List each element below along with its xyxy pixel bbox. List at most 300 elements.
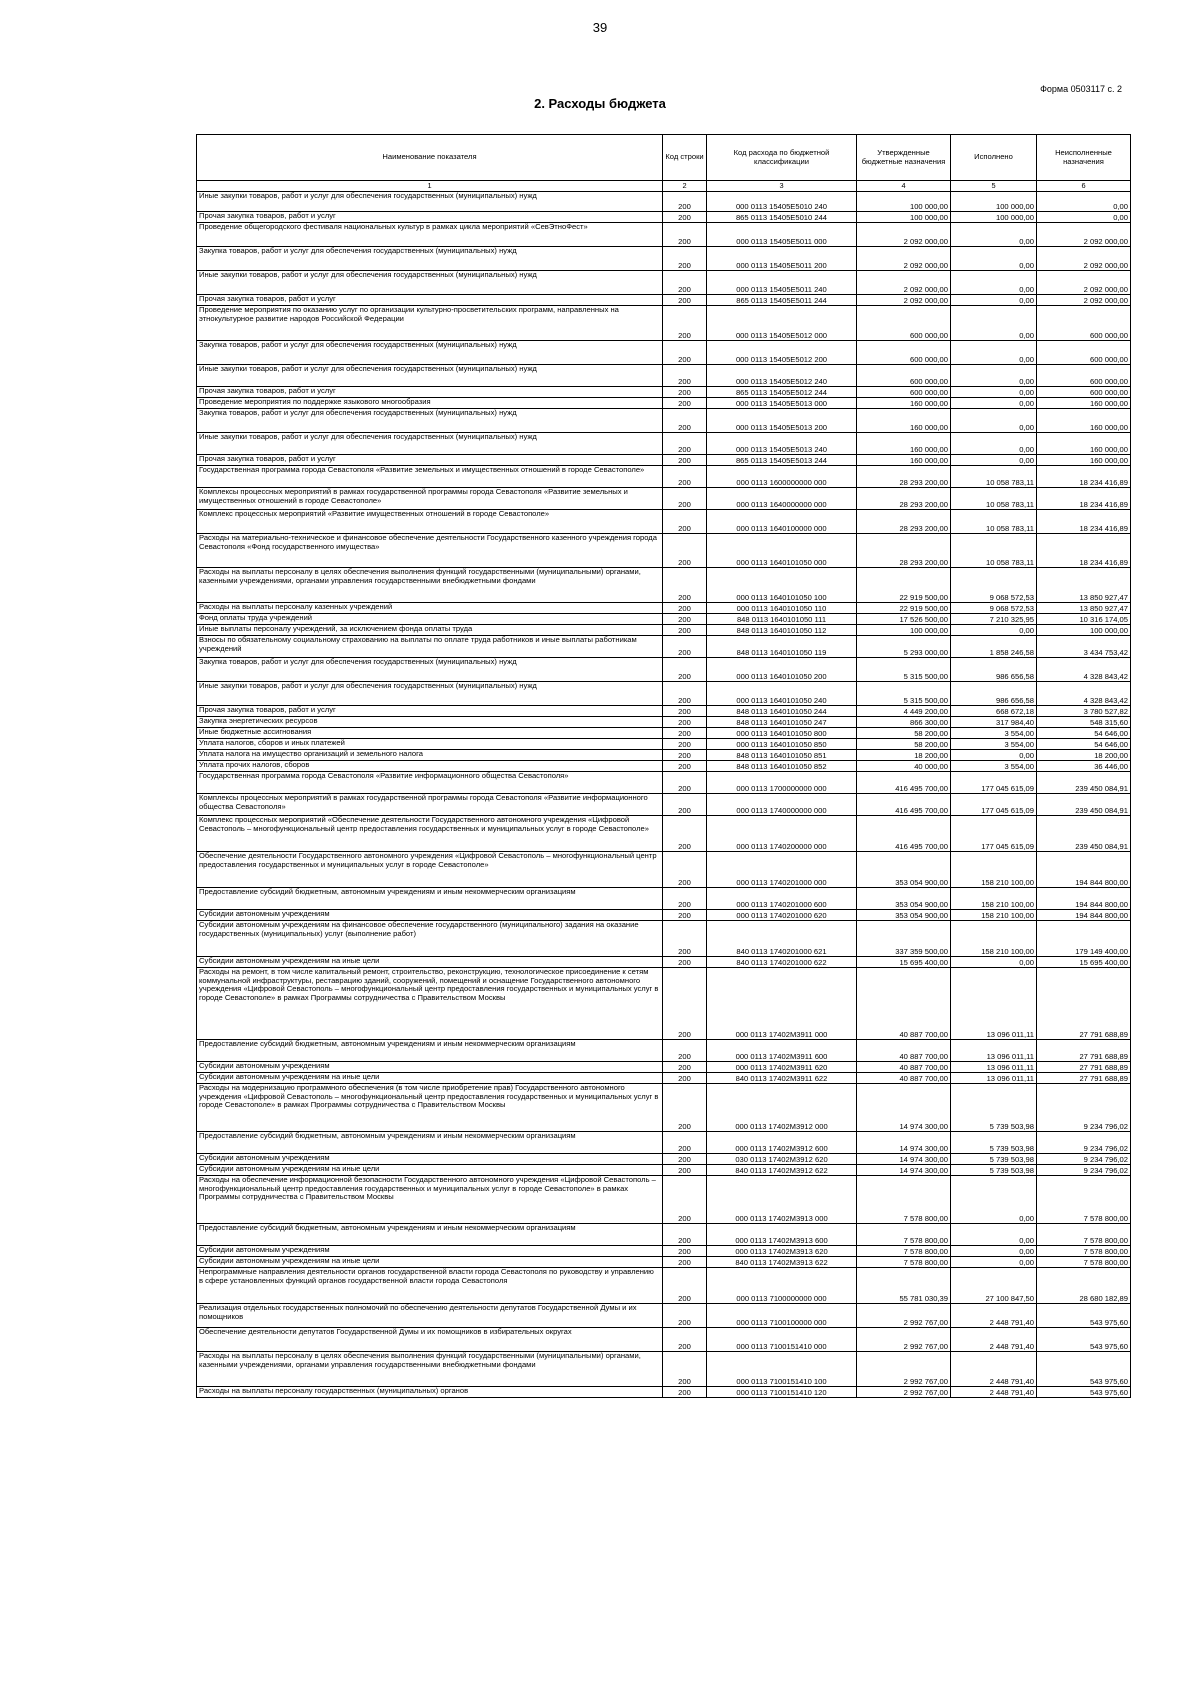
approved-amount: 22 919 500,00 [857,603,951,614]
line-code: 200 [663,1040,707,1062]
line-code: 200 [663,1132,707,1154]
unexecuted-amount: 27 791 688,89 [1037,1062,1131,1073]
line-code: 200 [663,1257,707,1268]
line-code: 200 [663,271,707,295]
budget-classification-code: 000 0113 1640101050 110 [707,603,857,614]
table-row [197,921,1131,957]
approved-amount: 160 000,00 [857,433,951,455]
table-row [197,534,1131,568]
unexecuted-amount: 18 234 416,89 [1037,534,1131,568]
budget-classification-code: 000 0113 1740201000 600 [707,888,857,910]
budget-classification-code: 000 0113 1640101050 800 [707,728,857,739]
line-code: 200 [663,433,707,455]
budget-classification-code: 000 0113 17402М3912 000 [707,1084,857,1132]
indicator-name: Закупка товаров, работ и услуг для обеспечения государственных (муниципальных) нужд [197,247,663,271]
approved-amount: 416 495 700,00 [857,794,951,816]
unexecuted-amount: 160 000,00 [1037,398,1131,409]
budget-classification-code: 000 0113 15405Е5010 240 [707,192,857,212]
table-row [197,1062,1131,1073]
executed-amount: 0,00 [951,387,1037,398]
budget-classification-code: 000 0113 1600000000 000 [707,466,857,488]
indicator-name: Предоставление субсидий бюджетным, автономным учреждениям и иным некоммерческим организациям [197,888,663,910]
table-row [197,1304,1131,1328]
line-code: 200 [663,192,707,212]
indicator-name: Расходы на модернизацию программного обеспечения (в том числе приобретение прав) Государственного автономного учреждения «Цифровой Севастополь – многофункциональный центр предоставления государственных и муниципальных услуг в городе Севастополе» в рамках Программы сотрудничества с Правительством Москвы [197,1084,663,1132]
unexecuted-amount: 9 234 796,02 [1037,1132,1131,1154]
line-code: 200 [663,387,707,398]
table-row [197,1084,1131,1132]
budget-classification-code: 000 0113 7100151410 120 [707,1387,857,1398]
executed-amount: 0,00 [951,306,1037,341]
table-row [197,295,1131,306]
indicator-name: Уплата прочих налогов, сборов [197,761,663,772]
approved-amount: 5 315 500,00 [857,682,951,706]
unexecuted-amount: 2 092 000,00 [1037,295,1131,306]
executed-amount: 0,00 [951,433,1037,455]
indicator-name: Закупка энергетических ресурсов [197,717,663,728]
table-row [197,717,1131,728]
line-code: 200 [663,750,707,761]
approved-amount: 18 200,00 [857,750,951,761]
executed-amount: 3 554,00 [951,761,1037,772]
unexecuted-amount: 4 328 843,42 [1037,658,1131,682]
approved-amount: 100 000,00 [857,212,951,223]
budget-table [196,134,1131,1398]
executed-amount: 986 656,58 [951,658,1037,682]
unexecuted-amount: 10 316 174,05 [1037,614,1131,625]
indicator-name: Проведение мероприятия по поддержке языкового многообразия [197,398,663,409]
table-row [197,568,1131,603]
indicator-name: Предоставление субсидий бюджетным, автономным учреждениям и иным некоммерческим организациям [197,1224,663,1246]
executed-amount: 0,00 [951,625,1037,636]
unexecuted-amount: 2 092 000,00 [1037,271,1131,295]
approved-amount: 2 992 767,00 [857,1304,951,1328]
unexecuted-amount: 600 000,00 [1037,341,1131,365]
table-body [197,192,1131,1398]
approved-amount: 600 000,00 [857,341,951,365]
unexecuted-amount: 7 578 800,00 [1037,1176,1131,1224]
indicator-name: Предоставление субсидий бюджетным, автономным учреждениям и иным некоммерческим организациям [197,1040,663,1062]
executed-amount: 13 096 011,11 [951,1062,1037,1073]
line-code: 200 [663,717,707,728]
line-code: 200 [663,1352,707,1387]
unexecuted-amount: 9 234 796,02 [1037,1154,1131,1165]
budget-classification-code: 000 0113 15405Е5011 000 [707,223,857,247]
indicator-name: Взносы по обязательному социальному страхованию на выплаты по оплате труда работников и иные выплаты работникам учреждений [197,636,663,658]
table-row [197,750,1131,761]
indicator-name: Комплексы процессных мероприятий в рамках государственной программы города Севастополя «Развитие земельных и имущественных отношений в городе Севастополе» [197,488,663,510]
budget-classification-code: 848 0113 1640101050 119 [707,636,857,658]
unexecuted-amount: 18 234 416,89 [1037,488,1131,510]
indicator-name: Фонд оплаты труда учреждений [197,614,663,625]
approved-amount: 28 293 200,00 [857,510,951,534]
approved-amount: 58 200,00 [857,739,951,750]
table-row [197,1154,1131,1165]
header-budget-code: Код расхода по бюджетной классификации [707,135,857,181]
budget-classification-code: 000 0113 15405Е5011 200 [707,247,857,271]
unexecuted-amount: 548 315,60 [1037,717,1131,728]
executed-amount: 7 210 325,95 [951,614,1037,625]
budget-classification-code: 848 0113 1640101050 244 [707,706,857,717]
budget-classification-code: 000 0113 15405Е5013 200 [707,409,857,433]
executed-amount: 2 448 791,40 [951,1387,1037,1398]
table-row [197,466,1131,488]
line-code: 200 [663,1246,707,1257]
approved-amount: 2 092 000,00 [857,295,951,306]
indicator-name: Субсидии автономным учреждениям [197,1246,663,1257]
unexecuted-amount: 7 578 800,00 [1037,1246,1131,1257]
approved-amount: 160 000,00 [857,409,951,433]
approved-amount: 28 293 200,00 [857,466,951,488]
line-code: 200 [663,1165,707,1176]
executed-amount: 158 210 100,00 [951,888,1037,910]
approved-amount: 5 315 500,00 [857,658,951,682]
indicator-name: Субсидии автономным учреждениям [197,910,663,921]
column-number-row [197,181,1131,192]
executed-amount: 2 448 791,40 [951,1328,1037,1352]
indicator-name: Прочая закупка товаров, работ и услуг [197,706,663,717]
indicator-name: Закупка товаров, работ и услуг для обеспечения государственных (муниципальных) нужд [197,409,663,433]
executed-amount: 0,00 [951,1224,1037,1246]
line-code: 200 [663,888,707,910]
budget-classification-code: 000 0113 1640101050 240 [707,682,857,706]
indicator-name: Комплексы процессных мероприятий в рамках государственной программы города Севастополя «Развитие информационного общества Севастополя» [197,794,663,816]
page-number: 39 [592,20,608,35]
unexecuted-amount: 27 791 688,89 [1037,1073,1131,1084]
line-code: 200 [663,739,707,750]
budget-classification-code: 000 0113 1640000000 000 [707,488,857,510]
indicator-name: Прочая закупка товаров, работ и услуг [197,455,663,466]
budget-classification-code: 030 0113 17402М3912 620 [707,1154,857,1165]
unexecuted-amount: 15 695 400,00 [1037,957,1131,968]
indicator-name: Расходы на ремонт, в том числе капитальный ремонт, строительство, реконструкцию, технологическое присоединение к сетям коммунальной инфраструктуры, реставрацию зданий, сооружений, помещений и оснащение Государственного автономного учреждения «Цифровой Севастополь – многофункциональный центр предоставления государственных и муниципальных услуг в городе Севастополе» в рамках Программы сотрудничества с Правительством Москвы [197,968,663,1040]
budget-classification-code: 865 0113 15405Е5012 244 [707,387,857,398]
budget-classification-code: 000 0113 15405Е5012 240 [707,365,857,387]
indicator-name: Расходы на выплаты персоналу в целях обеспечения выполнения функций государственными (муниципальными) органами, казенными учреждениями, органами управления государственными внебюджетными фондами [197,568,663,603]
unexecuted-amount: 600 000,00 [1037,306,1131,341]
approved-amount: 5 293 000,00 [857,636,951,658]
line-code: 200 [663,1062,707,1073]
budget-classification-code: 865 0113 15405Е5010 244 [707,212,857,223]
line-code: 200 [663,614,707,625]
indicator-name: Субсидии автономным учреждениям на иные цели [197,1073,663,1084]
column-number: 5 [951,181,1037,192]
line-code: 200 [663,1084,707,1132]
approved-amount: 40 887 700,00 [857,1062,951,1073]
executed-amount: 13 096 011,11 [951,1073,1037,1084]
line-code: 200 [663,488,707,510]
indicator-name: Субсидии автономным учреждениям [197,1154,663,1165]
budget-classification-code: 865 0113 15405Е5013 244 [707,455,857,466]
unexecuted-amount: 194 844 800,00 [1037,852,1131,888]
executed-amount: 10 058 783,11 [951,510,1037,534]
unexecuted-amount: 13 850 927,47 [1037,603,1131,614]
budget-classification-code: 000 0113 17402М3911 600 [707,1040,857,1062]
table-row [197,968,1131,1040]
unexecuted-amount: 543 975,60 [1037,1328,1131,1352]
line-code: 200 [663,365,707,387]
table-row [197,1176,1131,1224]
table-row [197,728,1131,739]
executed-amount: 9 068 572,53 [951,603,1037,614]
indicator-name: Уплата налогов, сборов и иных платежей [197,739,663,750]
line-code: 200 [663,682,707,706]
table-row [197,625,1131,636]
table-row [197,614,1131,625]
table-row [197,398,1131,409]
unexecuted-amount: 100 000,00 [1037,625,1131,636]
unexecuted-amount: 2 092 000,00 [1037,223,1131,247]
budget-classification-code: 000 0113 15405Е5011 240 [707,271,857,295]
approved-amount: 353 054 900,00 [857,852,951,888]
unexecuted-amount: 4 328 843,42 [1037,682,1131,706]
executed-amount: 2 448 791,40 [951,1304,1037,1328]
line-code: 200 [663,658,707,682]
approved-amount: 2 092 000,00 [857,247,951,271]
unexecuted-amount: 7 578 800,00 [1037,1224,1131,1246]
table-row [197,682,1131,706]
table-row [197,888,1131,910]
line-code: 200 [663,761,707,772]
table-row [197,1328,1131,1352]
table-row [197,603,1131,614]
approved-amount: 416 495 700,00 [857,816,951,852]
executed-amount: 10 058 783,11 [951,534,1037,568]
indicator-name: Прочая закупка товаров, работ и услуг [197,387,663,398]
table-row [197,223,1131,247]
budget-classification-code: 848 0113 1640101050 852 [707,761,857,772]
approved-amount: 100 000,00 [857,625,951,636]
budget-classification-code: 000 0113 1700000000 000 [707,772,857,794]
unexecuted-amount: 18 234 416,89 [1037,466,1131,488]
line-code: 200 [663,212,707,223]
line-code: 200 [663,728,707,739]
executed-amount: 100 000,00 [951,212,1037,223]
budget-classification-code: 000 0113 1640101050 850 [707,739,857,750]
budget-classification-code: 000 0113 17402М3913 620 [707,1246,857,1257]
line-code: 200 [663,223,707,247]
indicator-name: Иные закупки товаров, работ и услуг для обеспечения государственных (муниципальных) нужд [197,192,663,212]
budget-classification-code: 000 0113 17402М3911 000 [707,968,857,1040]
budget-classification-code: 000 0113 1640101050 200 [707,658,857,682]
table-row [197,488,1131,510]
indicator-name: Субсидии автономным учреждениям на иные цели [197,1257,663,1268]
budget-classification-code: 000 0113 15405Е5013 000 [707,398,857,409]
section-title: 2. Расходы бюджета [534,96,666,111]
table-row [197,409,1131,433]
approved-amount: 2 092 000,00 [857,271,951,295]
executed-amount: 3 554,00 [951,728,1037,739]
approved-amount: 2 992 767,00 [857,1387,951,1398]
table-row [197,1165,1131,1176]
unexecuted-amount: 600 000,00 [1037,365,1131,387]
unexecuted-amount: 179 149 400,00 [1037,921,1131,957]
budget-classification-code: 000 0113 17402М3911 620 [707,1062,857,1073]
table-row [197,365,1131,387]
executed-amount: 0,00 [951,455,1037,466]
approved-amount: 7 578 800,00 [857,1176,951,1224]
approved-amount: 600 000,00 [857,365,951,387]
executed-amount: 100 000,00 [951,192,1037,212]
table-row [197,455,1131,466]
executed-amount: 0,00 [951,750,1037,761]
approved-amount: 15 695 400,00 [857,957,951,968]
line-code: 200 [663,568,707,603]
table-row [197,1073,1131,1084]
line-code: 200 [663,910,707,921]
indicator-name: Государственная программа города Севастополя «Развитие информационного общества Севастополя» [197,772,663,794]
table-row [197,852,1131,888]
table-row [197,212,1131,223]
indicator-name: Обеспечение деятельности Государственного автономного учреждения «Цифровой Севастополь – многофункциональный центр предоставления государственных и муниципальных услуг в городе Севастополе» [197,852,663,888]
budget-classification-code: 000 0113 1740000000 000 [707,794,857,816]
unexecuted-amount: 0,00 [1037,192,1131,212]
table-row [197,1132,1131,1154]
executed-amount: 317 984,40 [951,717,1037,728]
executed-amount: 0,00 [951,1246,1037,1257]
indicator-name: Государственная программа города Севастополя «Развитие земельных и имущественных отношений в городе Севастополе» [197,466,663,488]
approved-amount: 40 887 700,00 [857,968,951,1040]
budget-classification-code: 840 0113 17402М3913 622 [707,1257,857,1268]
budget-classification-code: 840 0113 1740201000 622 [707,957,857,968]
line-code: 200 [663,603,707,614]
line-code: 200 [663,794,707,816]
table-row [197,772,1131,794]
unexecuted-amount: 18 234 416,89 [1037,510,1131,534]
unexecuted-amount: 160 000,00 [1037,409,1131,433]
indicator-name: Субсидии автономным учреждениям на финансовое обеспечение государственного (муниципального) задания на оказание государственных (муниципальных) услуг (выполнение работ) [197,921,663,957]
budget-classification-code: 000 0113 1740200000 000 [707,816,857,852]
line-code: 200 [663,921,707,957]
table-row [197,910,1131,921]
line-code: 200 [663,1268,707,1304]
column-number: 2 [663,181,707,192]
approved-amount: 58 200,00 [857,728,951,739]
approved-amount: 22 919 500,00 [857,568,951,603]
line-code: 200 [663,852,707,888]
unexecuted-amount: 3 780 527,82 [1037,706,1131,717]
table-row [197,341,1131,365]
executed-amount: 5 739 503,98 [951,1165,1037,1176]
unexecuted-amount: 239 450 084,91 [1037,772,1131,794]
unexecuted-amount: 160 000,00 [1037,433,1131,455]
executed-amount: 0,00 [951,365,1037,387]
line-code: 200 [663,306,707,341]
indicator-name: Расходы на выплаты персоналу государственных (муниципальных) органов [197,1387,663,1398]
approved-amount: 40 887 700,00 [857,1073,951,1084]
executed-amount: 177 045 615,09 [951,772,1037,794]
indicator-name: Субсидии автономным учреждениям на иные цели [197,957,663,968]
line-code: 200 [663,1176,707,1224]
approved-amount: 416 495 700,00 [857,772,951,794]
executed-amount: 1 858 246,58 [951,636,1037,658]
budget-classification-code: 840 0113 17402М3912 622 [707,1165,857,1176]
budget-classification-code: 000 0113 15405Е5012 200 [707,341,857,365]
unexecuted-amount: 543 975,60 [1037,1304,1131,1328]
form-code: Форма 0503117 с. 2 [1040,84,1122,94]
unexecuted-amount: 54 646,00 [1037,728,1131,739]
budget-classification-code: 840 0113 1740201000 621 [707,921,857,957]
line-code: 200 [663,510,707,534]
indicator-name: Прочая закупка товаров, работ и услуг [197,295,663,306]
indicator-name: Закупка товаров, работ и услуг для обеспечения государственных (муниципальных) нужд [197,341,663,365]
unexecuted-amount: 9 234 796,02 [1037,1084,1131,1132]
table-row [197,433,1131,455]
table-row [197,271,1131,295]
indicator-name: Иные закупки товаров, работ и услуг для обеспечения государственных (муниципальных) нужд [197,682,663,706]
executed-amount: 9 068 572,53 [951,568,1037,603]
executed-amount: 5 739 503,98 [951,1132,1037,1154]
approved-amount: 4 449 200,00 [857,706,951,717]
budget-classification-code: 000 0113 17402М3913 000 [707,1176,857,1224]
approved-amount: 2 092 000,00 [857,223,951,247]
indicator-name: Расходы на обеспечение информационной безопасности Государственного автономного учреждения «Цифровой Севастополь – многофункциональный центр предоставления государственных и муниципальных услуг в городе Севастополе» в рамках Программы сотрудничества с Правительством Москвы [197,1176,663,1224]
line-code: 200 [663,466,707,488]
table-row [197,1387,1131,1398]
line-code: 200 [663,957,707,968]
executed-amount: 0,00 [951,295,1037,306]
indicator-name: Проведение мероприятия по оказанию услуг по организации культурно-просветительских программ, направленных на этнокультурное развитие народов Российской Федерации [197,306,663,341]
executed-amount: 668 672,18 [951,706,1037,717]
unexecuted-amount: 194 844 800,00 [1037,910,1131,921]
line-code: 200 [663,534,707,568]
approved-amount: 866 300,00 [857,717,951,728]
unexecuted-amount: 27 791 688,89 [1037,968,1131,1040]
unexecuted-amount: 28 680 182,89 [1037,1268,1131,1304]
indicator-name: Уплата налога на имущество организаций и земельного налога [197,750,663,761]
executed-amount: 13 096 011,11 [951,968,1037,1040]
line-code: 200 [663,1224,707,1246]
executed-amount: 0,00 [951,247,1037,271]
indicator-name: Расходы на выплаты персоналу в целях обеспечения выполнения функций государственными (муниципальными) органами, казенными учреждениями, органами управления государственными внебюджетными фондами [197,1352,663,1387]
executed-amount: 158 210 100,00 [951,852,1037,888]
indicator-name: Комплекс процессных мероприятий «Обеспечение деятельности Государственного автономного учреждения «Цифровой Севастополь – многофункциональный центр предоставления государственных и муниципальных услуг в городе Севастополе» [197,816,663,852]
executed-amount: 0,00 [951,1176,1037,1224]
executed-amount: 158 210 100,00 [951,921,1037,957]
approved-amount: 600 000,00 [857,306,951,341]
unexecuted-amount: 194 844 800,00 [1037,888,1131,910]
executed-amount: 0,00 [951,398,1037,409]
unexecuted-amount: 0,00 [1037,212,1131,223]
table-row [197,247,1131,271]
executed-amount: 2 448 791,40 [951,1352,1037,1387]
table-row [197,1352,1131,1387]
executed-amount: 0,00 [951,1257,1037,1268]
table-header-row [197,135,1131,181]
budget-classification-code: 000 0113 7100100000 000 [707,1304,857,1328]
table-row [197,706,1131,717]
unexecuted-amount: 543 975,60 [1037,1387,1131,1398]
executed-amount: 0,00 [951,409,1037,433]
header-unexecuted: Неисполненные назначения [1037,135,1131,181]
table-row [197,658,1131,682]
approved-amount: 7 578 800,00 [857,1224,951,1246]
indicator-name: Иные закупки товаров, работ и услуг для обеспечения государственных (муниципальных) нужд [197,365,663,387]
table-row [197,636,1131,658]
indicator-name: Субсидии автономным учреждениям [197,1062,663,1073]
line-code: 200 [663,772,707,794]
approved-amount: 2 992 767,00 [857,1352,951,1387]
unexecuted-amount: 239 450 084,91 [1037,794,1131,816]
unexecuted-amount: 54 646,00 [1037,739,1131,750]
line-code: 200 [663,968,707,1040]
header-approved: Утвержденные бюджетные назначения [857,135,951,181]
table-row [197,306,1131,341]
budget-classification-code: 000 0113 15405Е5013 240 [707,433,857,455]
line-code: 200 [663,455,707,466]
budget-classification-code: 000 0113 17402М3913 600 [707,1224,857,1246]
table-row [197,1040,1131,1062]
